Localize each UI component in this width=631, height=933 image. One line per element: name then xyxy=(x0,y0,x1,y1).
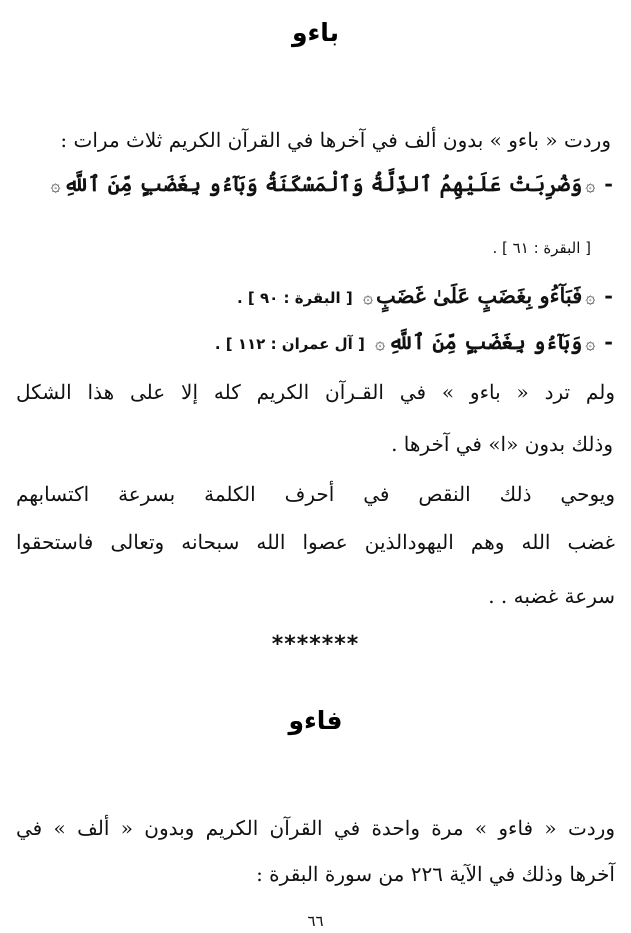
verse-text: وَبَآءُو بِغَضَبٍ مِّنَ ٱللَّهِ xyxy=(388,329,583,354)
section-separator: ******* xyxy=(271,632,360,657)
bullet-dash: - xyxy=(604,329,613,354)
paragraph-1-line-1: ولم ترد « باءو » في القـرآن الكريم كله إلا على هذا الشكل xyxy=(16,380,615,404)
verse-close-ornament: ۞ xyxy=(363,288,373,308)
section-2-line-2: آخرها وذلك في الآية ٢٢٦ من سورة البقرة : xyxy=(256,862,615,886)
paragraph-2-line-3: سرعة غضبه . . xyxy=(488,584,615,608)
intro-paragraph: وردت « باءو » بدون ألف في آخرها في القرآن الكريم ثلاث مرات : xyxy=(60,128,611,152)
verse-text: وَضُرِبَتْ عَلَيْهِمُ ٱلذِّلَّةُ وَٱلْمَسْكَنَةُ وَبَآءُو بِغَضَبٍ مِّنَ ٱللَّهِ xyxy=(63,171,583,196)
reference-text: [ البقرة : ٦١ ] . xyxy=(492,239,591,257)
verse-close-ornament: ۞ xyxy=(375,334,386,354)
verse-open-ornament: ۞ xyxy=(585,334,596,354)
paragraph-2-line-2: غضب الله وهم اليهودالذين عصوا الله سبحانه وتعالى فاستحقوا xyxy=(16,530,615,554)
paragraph-2-line-1: ويوحي ذلك النقص في أحرف الكلمة بسرعة اكتسابهم xyxy=(16,482,615,506)
section-title-faau: فاءو xyxy=(288,706,343,735)
page-number: ٦٦ xyxy=(307,912,324,930)
verse-line-2 xyxy=(16,282,613,312)
reference-text: [ البقرة : ٩٠ ] . xyxy=(236,289,353,307)
verse-line-1 xyxy=(16,170,613,200)
section-2-line-1: وردت « فاءو » مرة واحدة في القرآن الكريم وبدون « ألف » في xyxy=(16,816,615,840)
verse-text: فَبَآءُو بِغَضَبٍ عَلَىٰ غَضَبٍ xyxy=(375,283,583,308)
section-title-baau: باءو xyxy=(291,18,340,47)
verse-line-3 xyxy=(16,328,613,358)
bullet-dash: - xyxy=(604,171,613,196)
reference-text: [ آل عمران : ١١٢ ] . xyxy=(214,335,365,353)
verse-open-ornament: ۞ xyxy=(585,176,596,196)
verse-reference-1 xyxy=(16,232,591,262)
bullet-dash: - xyxy=(604,283,613,308)
verse-open-ornament: ۞ xyxy=(585,288,596,308)
paragraph-1-line-2: وذلك بدون «ا» في آخرها . xyxy=(391,432,613,456)
verse-close-ornament: ۞ xyxy=(50,176,61,196)
